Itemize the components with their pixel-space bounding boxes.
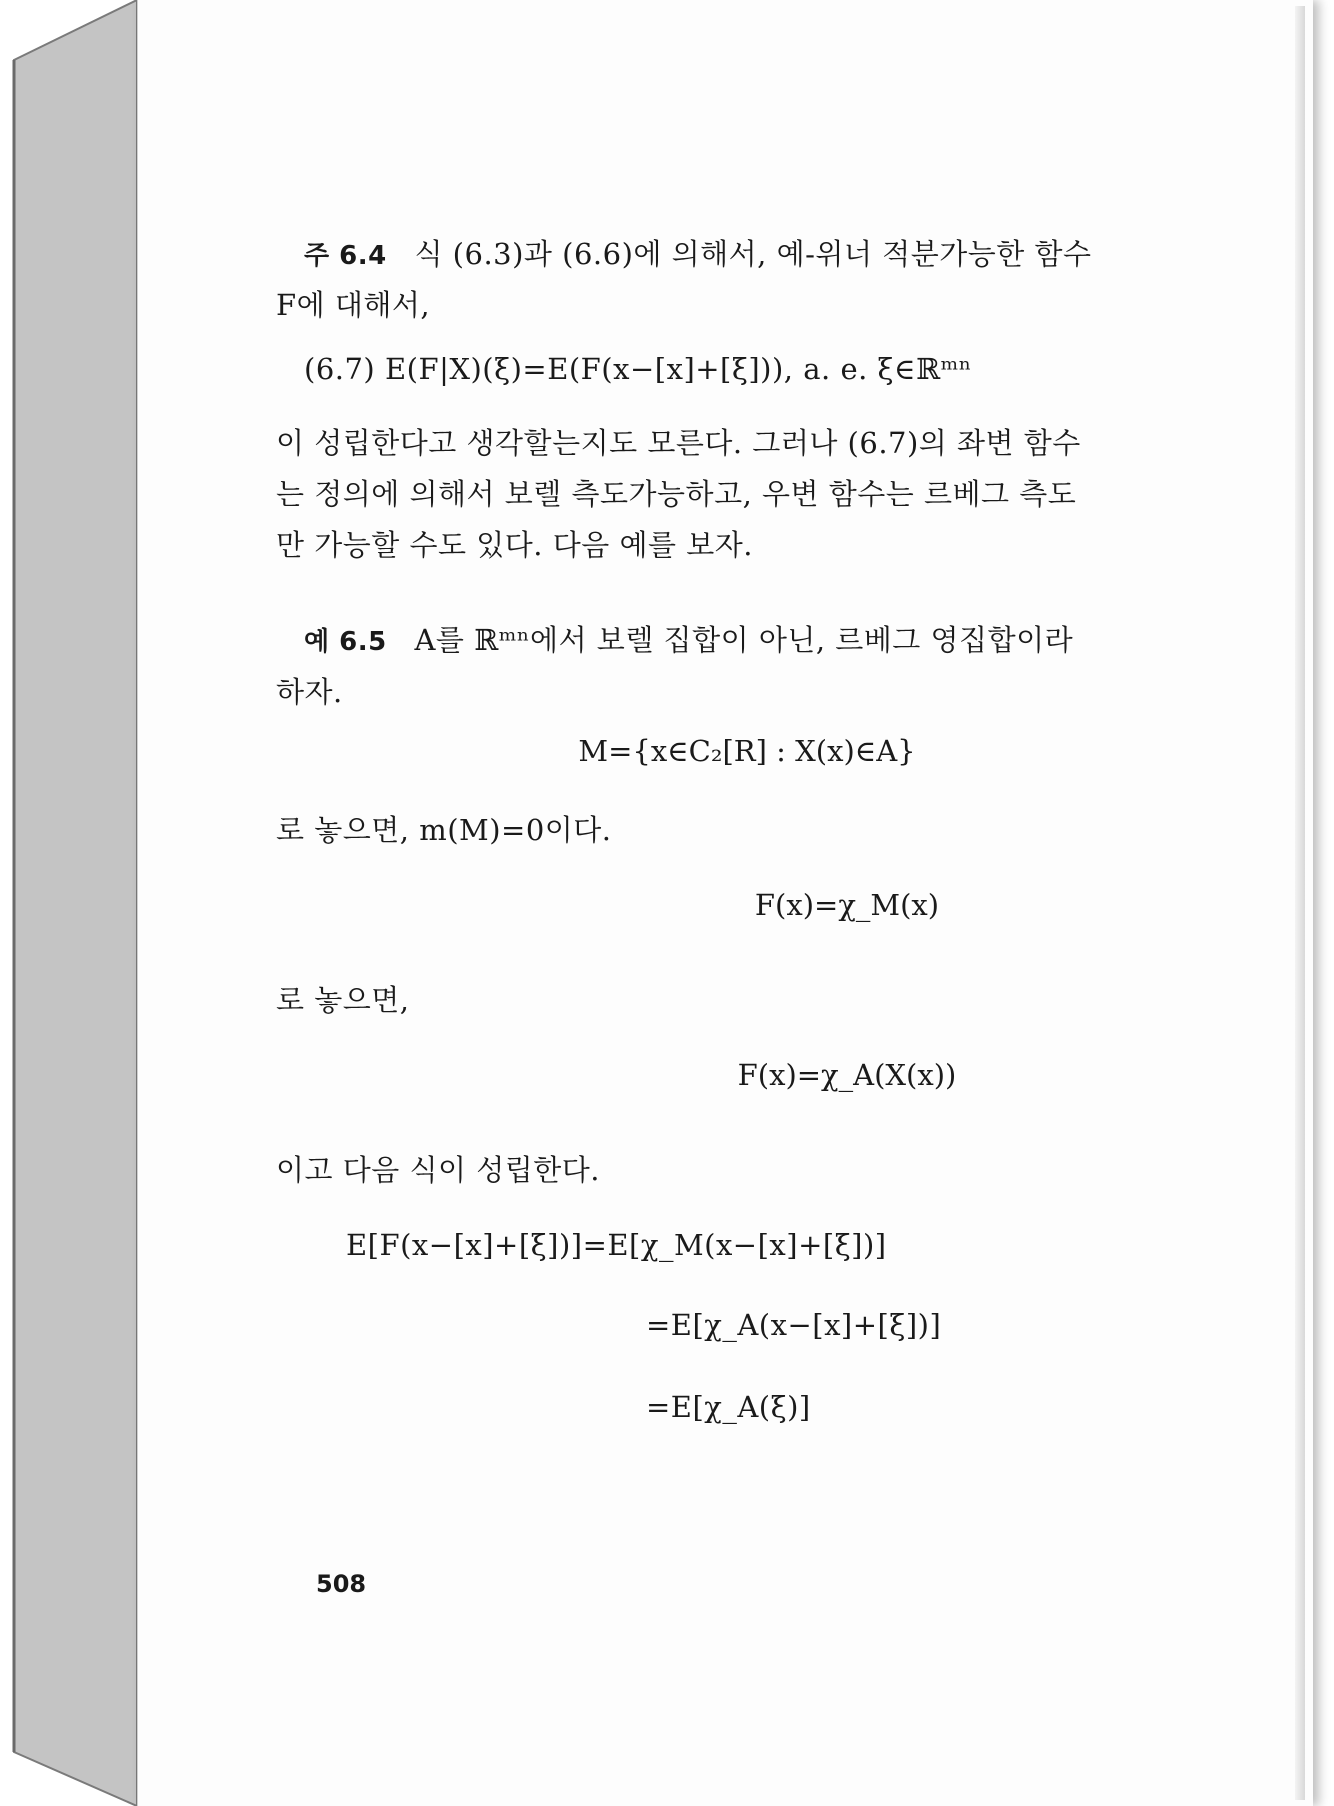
equation-f-chi-m: F(x)=χ_M(x) [754,888,940,922]
example-line-5: 이고 다음 식이 성립한다. [276,1153,601,1187]
example-line-1 [304,618,1073,659]
example-line-4: 로 놓으면, [276,983,410,1017]
page-number: 508 [316,1570,367,1598]
remark-line-5: 만 가능할 수도 있다. 다음 예를 보자. [276,528,753,562]
equation-expectation-1: E[F(x−[x]+[ξ])]=E[χ_M(x−[x]+[ξ])] [346,1228,887,1262]
equation-6-7: (6.7) E(F|X)(ξ)=E(F(x−[x]+[ξ])), a. e. ξ∈ℝᵐⁿ [304,352,972,386]
remark-line-1 [304,232,1092,273]
example-line-2: 하자. [276,675,343,709]
example-text-1: A를 ℝᵐⁿ에서 보렐 집합이 아닌, 르베그 영집합이라 [414,623,1074,657]
equation-f-chi-a: F(x)=χ_A(X(x)) [737,1058,957,1092]
remark-line-3: 이 성립한다고 생각할는지도 모른다. 그러나 (6.7)의 좌변 함수 [276,426,1081,460]
example-line-3: 로 놓으면, m(M)=0이다. [276,813,612,847]
remark-line-2: F에 대해서, [276,288,431,322]
remark-line-4: 는 정의에 의해서 보렐 측도가능하고, 우변 함수는 르베그 측도 [276,477,1077,511]
equation-expectation-3: =E[χ_A(ξ)] [646,1390,811,1424]
equation-set-m: M={x∈C₂[R] : X(x)∈A} [578,734,916,768]
remark-heading: 주 6.4 [304,241,387,271]
example-heading: 예 6.5 [304,627,387,657]
remark-text-1: 식 (6.3)과 (6.6)에 의해서, 예-위너 적분가능한 함수 [414,237,1092,271]
equation-expectation-2: =E[χ_A(x−[x]+[ξ])] [646,1308,942,1342]
